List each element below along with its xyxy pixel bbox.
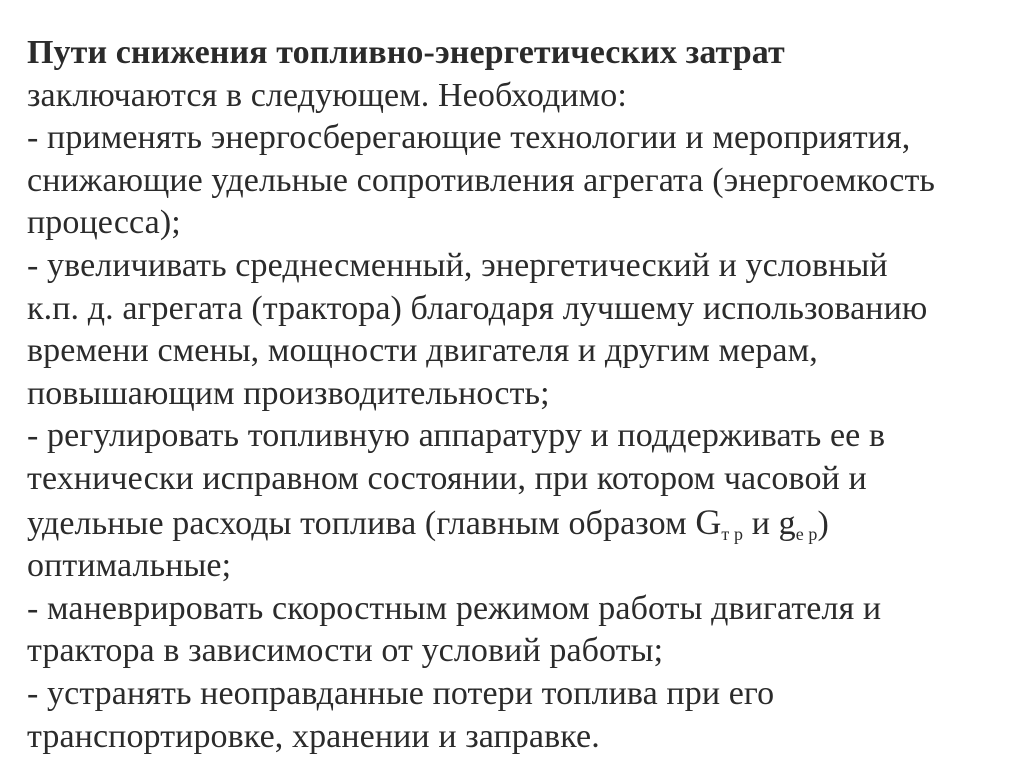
list-item-3-line-2: технически исправном состоянии, при котором часовой и [27, 459, 867, 497]
formula-prefix: удельные расходы топлива (главным образом [27, 504, 696, 542]
list-item-1-line-2: снижающие удельные сопротивления агрегата (энергоемкость [27, 161, 936, 199]
list-item-2-line-3: времени смены, мощности двигателя и другим мерам, [27, 332, 818, 370]
list-item-4-line-1: - маневрировать скоростным режимом работы двигателя и [27, 589, 882, 627]
list-item-5-line-1: - устранять неоправданные потери топлива при его [27, 674, 775, 712]
list-item-4-line-2: трактора в зависимости от условий работы; [27, 632, 664, 670]
list-item-1-line-1: - применять энергосберегающие технологии и мероприятия, [27, 119, 911, 157]
list-item-3-tail: оптимальные; [27, 547, 232, 585]
formula-subscript-hourly: т р [721, 523, 744, 544]
formula-suffix: ) [817, 504, 829, 542]
list-item-3-line-1: - регулировать топливную аппаратуру и поддерживать ее в [27, 417, 886, 455]
document-body [27, 32, 1002, 758]
formula-middle: и [743, 504, 779, 542]
document-heading: Пути снижения топливно-энергетических затрат [27, 34, 785, 71]
list-item-2-line-2: к.п. д. агрегата (трактора) благодаря лучшему использованию [27, 289, 928, 327]
intro-text: заключаются в следующем. Необходимо: [27, 76, 627, 114]
list-item-3-formula-line [27, 501, 1002, 546]
formula-symbol-g-specific: g [778, 504, 796, 542]
formula-symbol-g-hourly: G [695, 501, 722, 542]
list-item-2-line-1: - увеличивать среднесменный, энергетический и условный [27, 246, 888, 284]
list-item-1-line-3: процесса); [27, 204, 181, 242]
formula-subscript-specific: е р [795, 523, 818, 544]
list-item-2-line-4: повышающим производительность; [27, 374, 550, 412]
list-item-5-line-2: транспортировке, хранении и заправке. [27, 717, 600, 755]
